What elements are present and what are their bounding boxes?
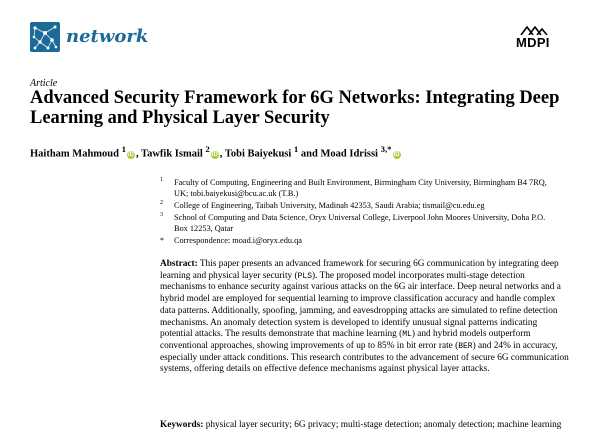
keywords: [160, 420, 570, 432]
author-name: Haitham Mahmoud: [30, 148, 119, 160]
author-list: [30, 144, 570, 160]
correspondence-item: [160, 235, 560, 246]
affiliation-number: *: [160, 236, 164, 245]
author-separator: ,: [219, 148, 223, 160]
abstract-text: ) and hybrid models outperform conventional approaches, showing improvements of up to 85% in bit error rate (: [160, 329, 531, 351]
journal-name: network: [66, 26, 149, 47]
mdpi-mark-icon: [520, 26, 548, 35]
abstract-text: ) and 24% in accuracy, especially under attack conditions. This research contributes to the advancement of secure 6G communication systems, offering details on effective defence mechanisms against physical layer attacks.: [160, 340, 569, 375]
affiliation-list: [160, 177, 560, 247]
acronym-ml: ML: [402, 330, 412, 340]
keywords-text: physical layer security; 6G privacy; multi-stage detection; anomaly detection; machine learning: [205, 420, 562, 430]
affiliation-number: 2: [160, 200, 163, 206]
affiliation-number: 1: [160, 177, 163, 183]
acronym-pls: PLS: [297, 271, 312, 281]
author-affil-number: 3,*: [380, 144, 392, 154]
author-affil-number: 1: [121, 144, 126, 154]
author-affil-number: 1: [293, 144, 299, 154]
affiliation-text: Faculty of Computing, Engineering and Built Environment, Birmingham City University, Birmingham B4 7RQ, UK; tobi.baiyekusi@bcu.ac.uk (T.B.): [174, 178, 547, 198]
author-separator: and: [298, 148, 318, 160]
author-separator: ,: [135, 148, 139, 160]
affiliation-number: 3: [160, 212, 163, 218]
affiliation-item: [160, 200, 560, 211]
abstract-text: This paper presents an advanced framework for securing 6G communication by integrating deep learning and physical layer security (: [160, 259, 559, 281]
publisher-logo: [516, 26, 566, 54]
article-title: Advanced Security Framework for 6G Networks: Integrating Deep Learning and Physical Layer Security: [30, 88, 560, 128]
journal-logo-icon: [30, 22, 60, 52]
affiliation-item: [160, 177, 560, 199]
publisher-name: MDPI: [516, 35, 550, 50]
orcid-icon[interactable]: iD: [393, 151, 400, 158]
affiliation-item: [160, 212, 560, 234]
orcid-icon[interactable]: iD: [127, 151, 134, 158]
abstract-label: Abstract:: [160, 259, 198, 269]
author-name: Tawfik Ismail: [141, 148, 203, 160]
correspondence-text: Correspondence: moad.i@oryx.edu.qa: [174, 236, 302, 245]
keywords-label: Keywords:: [160, 420, 204, 430]
acronym-ber: BER: [458, 341, 473, 351]
author-affil-number: 2: [205, 144, 210, 154]
article-type: Article: [30, 78, 58, 89]
affiliation-text: College of Engineering, Taibah University, Madinah 42353, Saudi Arabia; tismail@cu.edu.eg: [174, 201, 485, 210]
author-name: Moad Idrissi: [320, 148, 378, 160]
author-name: Tobi Baiyekusi: [224, 148, 292, 160]
abstract: [160, 259, 570, 376]
abstract-text: ). The proposed model incorporates multi-stage detection mechanisms to enhance security against various attacks on the 6G air interface. Deep neural networks and a hybrid model are employed for sequential learning to improve classification accuracy and handle complex data patterns. Additionally, spoofing, jamming, and eavesdropping attacks are simulated to refine detection mechanisms. An anomaly detection system is developed to identify unusual signal patterns indicating potential attacks. The results demonstrate that machine learning (: [160, 270, 561, 340]
affiliation-text: School of Computing and Data Science, Oryx Universal College, Liverpool John Moores University, Doha P.O. Box 12253, Qatar: [174, 213, 546, 233]
orcid-icon[interactable]: iD: [211, 151, 218, 158]
